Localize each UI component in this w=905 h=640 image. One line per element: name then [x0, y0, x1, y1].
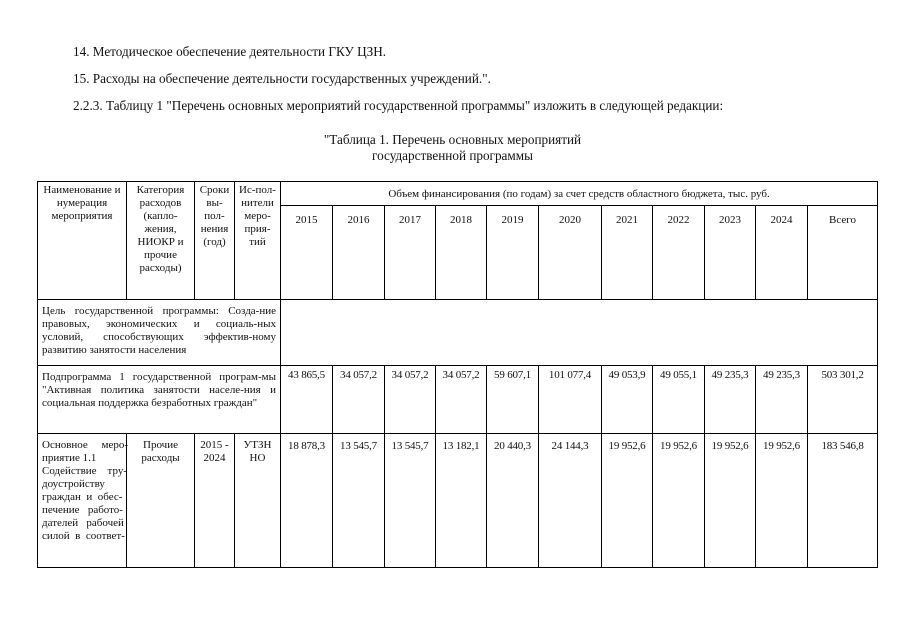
measure-value: 13 545,7	[333, 434, 385, 568]
header-year: 2019	[487, 206, 539, 300]
subprogram-value: 49 053,9	[602, 366, 653, 434]
goal-empty-cell	[281, 300, 878, 366]
header-year: 2021	[602, 206, 653, 300]
measure-value: 20 440,3	[487, 434, 539, 568]
measure-value: 19 952,6	[756, 434, 808, 568]
measure-terms: 2015 - 2024	[195, 434, 235, 568]
measure-name-line: Содействие тру-	[42, 465, 127, 477]
measure-value: 18 878,3	[281, 434, 333, 568]
table-row-subprogram	[38, 366, 878, 434]
header-year: 2016	[333, 206, 385, 300]
header-executors: Ис-пол-нители меро-прия-тий	[235, 182, 281, 300]
table-header-row-1	[38, 182, 878, 206]
subprogram-value: 43 865,5	[281, 366, 333, 434]
subprogram-value: 34 057,2	[436, 366, 487, 434]
measure-name-line: приятие 1.1	[42, 452, 97, 464]
measure-name	[38, 434, 127, 568]
header-year: 2018	[436, 206, 487, 300]
measure-name-line: доустройству	[42, 478, 105, 490]
table-caption-line-1: "Таблица 1. Перечень основных мероприятий	[323, 132, 582, 147]
header-total: Всего	[808, 206, 878, 300]
subprogram-value: 49 235,3	[705, 366, 756, 434]
measure-total: 183 546,8	[808, 434, 878, 568]
header-name: Наименование и нумерация мероприятия	[38, 182, 127, 300]
measure-value: 13 182,1	[436, 434, 487, 568]
subprogram-name: Подпрограмма 1 государственной програм-мы "Активная политика занятости населе-ния и социальная поддержка безработных граждан"	[38, 366, 281, 434]
goal-cell: Цель государственной программы: Созда-ние правовых, экономических и социаль-ных условий, способствующих эффектив-ному развитию занятости населения	[38, 300, 281, 366]
measure-value: 13 545,7	[385, 434, 436, 568]
header-year: 2022	[653, 206, 705, 300]
measure-name-line: граждан и обес-	[42, 491, 123, 503]
paragraph-2-2-3: 2.2.3. Таблицу 1 "Перечень основных мероприятий государственной программы" изложить в следующей редакции:	[73, 98, 724, 113]
measure-value: 19 952,6	[705, 434, 756, 568]
measure-value: 24 144,3	[539, 434, 602, 568]
paragraph-14: 14. Методическое обеспечение деятельности ГКУ ЦЗН.	[73, 44, 387, 59]
measure-name-line: печение работо-	[42, 504, 123, 516]
paragraph-15: 15. Расходы на обеспечение деятельности государственных учреждений.".	[73, 71, 491, 86]
measure-executor: УТЗН НО	[235, 434, 281, 568]
header-year: 2015	[281, 206, 333, 300]
measure-value: 19 952,6	[653, 434, 705, 568]
header-terms: Сроки вы-пол-нения (год)	[195, 182, 235, 300]
table-row-goal	[38, 300, 878, 366]
header-year: 2023	[705, 206, 756, 300]
measure-name-line: Основное меро-	[42, 439, 129, 451]
measure-value: 19 952,6	[602, 434, 653, 568]
measure-name-line: силой в соответ-	[42, 530, 125, 542]
subprogram-value: 49 055,1	[653, 366, 705, 434]
measure-category: Прочие расходы	[127, 434, 195, 568]
subprogram-value: 34 057,2	[333, 366, 385, 434]
table-caption	[0, 132, 905, 164]
header-category: Категория расходов (капло-жения, НИОКР и прочие расходы)	[127, 182, 195, 300]
header-year: 2020	[539, 206, 602, 300]
header-year: 2017	[385, 206, 436, 300]
table-caption-line-2: государственной программы	[372, 148, 533, 163]
table-row-measure-1-1	[38, 434, 878, 568]
subprogram-value: 49 235,3	[756, 366, 808, 434]
subprogram-total: 503 301,2	[808, 366, 878, 434]
measure-name-line: дателей рабочей	[42, 517, 124, 529]
subprogram-value: 101 077,4	[539, 366, 602, 434]
header-year: 2024	[756, 206, 808, 300]
subprogram-value: 59 607,1	[487, 366, 539, 434]
measures-table	[37, 181, 878, 568]
subprogram-value: 34 057,2	[385, 366, 436, 434]
header-funding: Объем финансирования (по годам) за счет средств областного бюджета, тыс. руб.	[281, 182, 878, 206]
